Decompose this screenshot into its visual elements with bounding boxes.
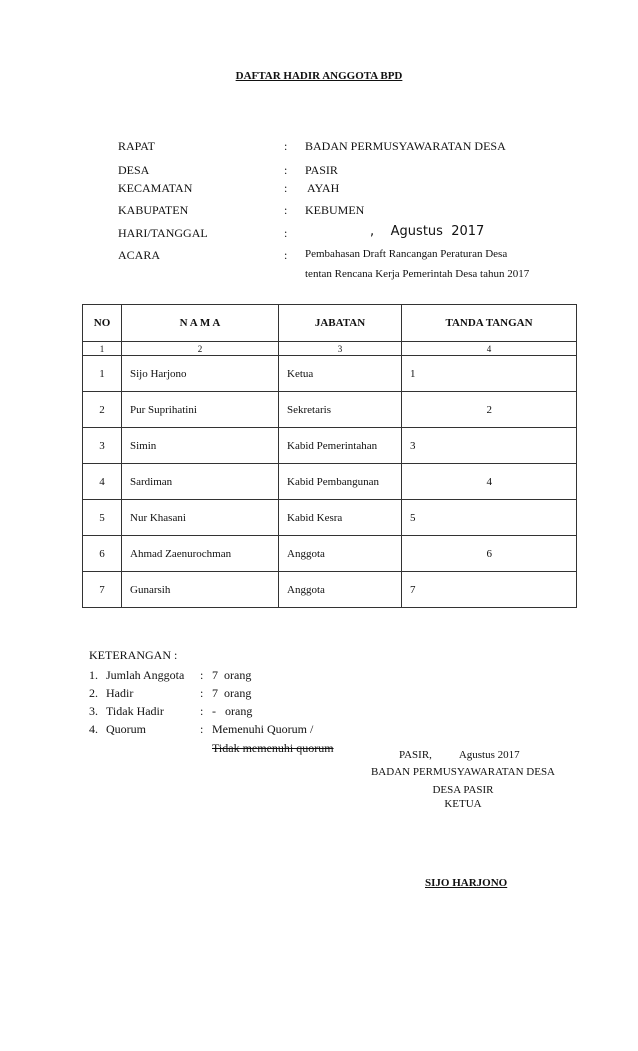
info-value-hari-tanggal: , Agustus 2017: [370, 224, 485, 239]
row-ttd: 4: [402, 464, 577, 500]
row-ttd: 2: [402, 392, 577, 428]
keterangan-num: 3.: [89, 704, 98, 718]
keterangan-colon: :: [200, 704, 204, 718]
table-row: [83, 428, 577, 464]
info-colon: :: [284, 163, 288, 177]
row-no: 6: [83, 536, 122, 572]
row-jabatan: Sekretaris: [279, 392, 402, 428]
row-ttd: 5: [402, 500, 577, 536]
table-row: [83, 536, 577, 572]
row-nama: Simin: [122, 428, 279, 464]
info-label-hari-tanggal: HARI/TANGGAL: [118, 226, 208, 240]
info-colon: :: [284, 203, 288, 217]
signature-org-line2: DESA PASIR: [432, 784, 494, 796]
quorum-strikethrough-text: Tidak memenuhi quorum: [212, 741, 334, 755]
row-nama: Sardiman: [122, 464, 279, 500]
info-value-acara-line2: tentan Rencana Kerja Pemerintah Desa tahun 2017: [305, 268, 530, 280]
signatory-name: SIJO HARJONO: [425, 877, 508, 889]
row-ttd: 3: [402, 428, 577, 464]
col-number: 3: [279, 342, 402, 356]
row-nama: Gunarsih: [122, 572, 279, 608]
info-label-acara: ACARA: [118, 248, 161, 262]
row-jabatan: Anggota: [279, 572, 402, 608]
info-value-kabupaten: KEBUMEN: [305, 203, 365, 217]
row-nama: Nur Khasani: [122, 500, 279, 536]
row-ttd: 7: [402, 572, 577, 608]
table-header-row: [83, 305, 577, 342]
keterangan-label: Jumlah Anggota: [106, 668, 185, 682]
info-value-acara: Pembahasan Draft Rancangan Peraturan Desa: [305, 248, 508, 260]
keterangan-num: 4.: [89, 722, 98, 736]
document-title: DAFTAR HADIR ANGGOTA BPD: [235, 70, 403, 82]
info-colon: :: [284, 248, 288, 262]
signature-org-line1: BADAN PERMUSYAWARATAN DESA: [370, 766, 556, 778]
signature-place-date: PASIR, Agustus 2017: [399, 749, 520, 761]
info-colon: :: [284, 226, 288, 240]
signature-role: KETUA: [444, 798, 482, 810]
info-colon: :: [284, 181, 288, 195]
row-ttd: 6: [402, 536, 577, 572]
attendance-table: [82, 304, 577, 608]
info-value-rapat: BADAN PERMUSYAWARATAN DESA: [305, 139, 506, 153]
keterangan-value: 7 orang: [212, 686, 252, 700]
header-tanda-tangan: TANDA TANGAN: [402, 305, 577, 342]
row-jabatan: Kabid Pembangunan: [279, 464, 402, 500]
keterangan-label: Hadir: [106, 686, 134, 700]
keterangan-value: 7 orang: [212, 668, 252, 682]
info-label-desa: DESA: [118, 163, 150, 177]
col-number: 1: [83, 342, 122, 356]
keterangan-colon: :: [200, 686, 204, 700]
table-row: [83, 464, 577, 500]
table-row: [83, 356, 577, 392]
header-no: NO: [83, 305, 122, 342]
info-label-kecamatan: KECAMATAN: [118, 181, 193, 195]
row-no: 1: [83, 356, 122, 392]
keterangan-value: - orang: [212, 704, 253, 718]
row-nama: Sijo Harjono: [122, 356, 279, 392]
row-no: 5: [83, 500, 122, 536]
info-label-kabupaten: KABUPATEN: [118, 203, 189, 217]
keterangan-label: Quorum: [106, 722, 146, 736]
keterangan-label: Tidak Hadir: [106, 704, 164, 718]
keterangan-colon: :: [200, 668, 204, 682]
info-value-kecamatan: AYAH: [307, 181, 340, 195]
row-nama: Ahmad Zaenurochman: [122, 536, 279, 572]
table-row: [83, 500, 577, 536]
table-row: [83, 392, 577, 428]
header-nama: N A M A: [122, 305, 279, 342]
table-row: [83, 572, 577, 608]
keterangan-value: Memenuhi Quorum /: [212, 722, 314, 736]
keterangan-num: 2.: [89, 686, 98, 700]
col-number: 2: [122, 342, 279, 356]
row-no: 4: [83, 464, 122, 500]
keterangan-num: 1.: [89, 668, 98, 682]
row-no: 7: [83, 572, 122, 608]
info-colon: :: [284, 139, 288, 153]
keterangan-colon: :: [200, 722, 204, 736]
row-ttd: 1: [402, 356, 577, 392]
info-label-rapat: RAPAT: [118, 139, 155, 153]
keterangan-heading: KETERANGAN :: [89, 648, 178, 662]
row-nama: Pur Suprihatini: [122, 392, 279, 428]
col-number: 4: [402, 342, 577, 356]
row-jabatan: Ketua: [279, 356, 402, 392]
row-no: 2: [83, 392, 122, 428]
header-jabatan: JABATAN: [279, 305, 402, 342]
column-number-row: [83, 342, 577, 356]
row-jabatan: Kabid Pemerintahan: [279, 428, 402, 464]
row-no: 3: [83, 428, 122, 464]
info-value-desa: PASIR: [305, 163, 338, 177]
row-jabatan: Kabid Kesra: [279, 500, 402, 536]
row-jabatan: Anggota: [279, 536, 402, 572]
